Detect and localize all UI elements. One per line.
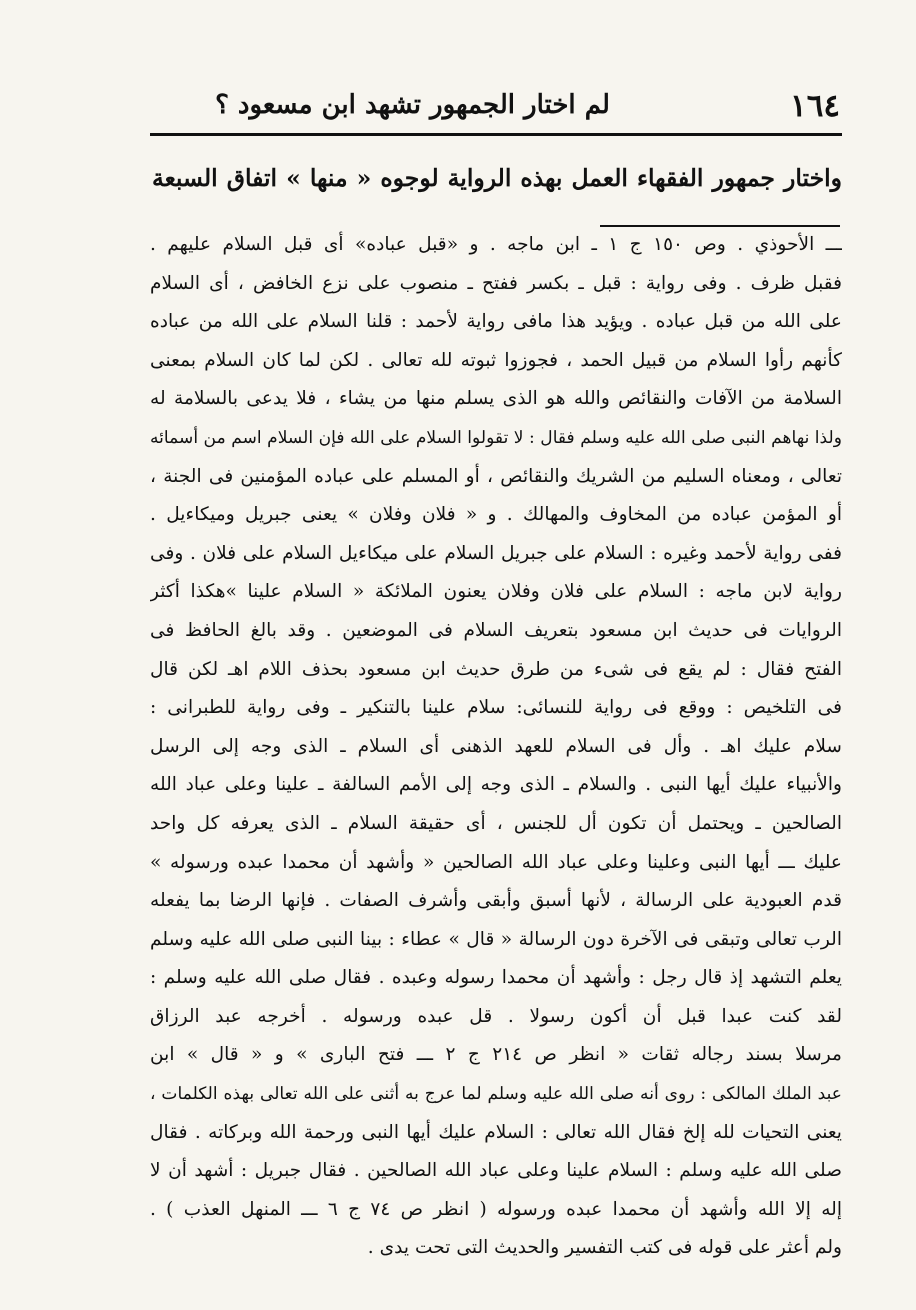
header-rule — [150, 133, 842, 136]
footnote-line: فى التلخيص : ووقع فى رواية للنسائى: سلام علينا بالتنكير ـ وفى رواية للطبرانى : — [150, 697, 842, 719]
footnote-line: يعنى التحيات لله إلخ فقال الله تعالى : السلام عليك أيها النبى ورحمة الله وبركاته . فقال — [150, 1121, 842, 1143]
footnote-line: لقد كنت عبدا قبل أن أكون رسولا . قل عبده ورسوله . أخرجه عبد الرزاق — [150, 1005, 842, 1027]
footnote-line: ولذا نهاهم النبى صلى الله عليه وسلم فقال : لا تقولوا السلام على الله فإن السلام اسم من أسمائه — [150, 427, 842, 448]
footnote-line: ـــ الأحوذي . وص ١٥٠ ج ١ ـ ابن ماجه . و «قبل عباده» أى قبل السلام عليهم . — [150, 234, 842, 255]
footnote-line: تعالى ، ومعناه السليم من الشريك والنقائص ، أو المسلم على عباده المؤمنين فى الجنة ، — [150, 465, 842, 487]
footnote-line: مرسلا بسند رجاله ثقات « انظر ص ٢١٤ ج ٢ ـــ فتح البارى » و « قال » ابن — [150, 1044, 842, 1066]
footnote-line: قدم العبودية على الرسالة ، لأنها أسبق وأبقى وأشرف الصفات . فإنها الرضا بما يفعله — [150, 890, 842, 912]
footnotes — [150, 226, 842, 1268]
footnote-line: سلام عليك اهـ . وأل فى السلام للعهد الذهنى أى السلام ـ الذى وجه إلى الرسل — [150, 735, 842, 757]
footnote-line: الروايات فى حديث ابن مسعود بتعريف السلام فى الموضعين . وقد بالغ الحافظ فى — [150, 619, 842, 641]
footnote-line: الصالحين ـ ويحتمل أن تكون أل للجنس ، أى حقيقة السلام ـ الذى يعرفه كل واحد — [150, 812, 842, 834]
footnote-line: عبد الملك المالكى : روى أنه صلى الله عليه وسلم لما عرج به أثنى على الله تعالى بهذه الكلمات ، — [150, 1084, 842, 1105]
footnote-line: والأنبياء عليك أيها النبى . والسلام ـ الذى وجه إلى الأمم السالفة ـ علينا وعلى عباد الله — [150, 774, 842, 796]
footnote-line: يعلم التشهد إذ قال رجل : وأشهد أن محمدا رسوله وعبده . فقال صلى الله عليه وسلم : — [150, 967, 842, 989]
footnote-line: إله إلا الله وأشهد أن محمدا عبده ورسوله ( انظر ص ٧٤ ج ٦ ـــ المنهل العذب ) . — [150, 1198, 842, 1220]
footnote-line: كأنهم رأوا السلام من قبيل الحمد ، فجوزوا ثبوته لله تعالى . لكن لما كان السلام بمعنى — [150, 349, 842, 371]
footnote-line: فقبل ظرف . وفى رواية : قبل ـ بكسر ففتح ـ منصوب على نزع الخافض ، أى السلام — [150, 272, 842, 294]
footnote-line: عليك ـــ أيها النبى وعلينا وعلى عباد الله الصالحين « وأشهد أن محمدا عبده ورسوله » — [150, 851, 842, 873]
footnote-line: أو المؤمن عباده من المخاوف والمهالك . و « فلان وفلان » يعنى جبريل وميكاءيل . — [150, 504, 842, 526]
footnote-line: صلى الله عليه وسلم : السلام علينا وعلى عباد الله الصالحين . فقال جبريل : أشهد أن لا — [150, 1160, 842, 1182]
page-header — [140, 86, 840, 134]
footnote-line: على الله من قبل عباده . ويؤيد هذا مافى رواية لأحمد : قلنا السلام على الله من عباده — [150, 311, 842, 333]
page-number: ١٦٤ — [790, 88, 840, 124]
footnote-line: الرب تعالى وتبقى فى الآخرة دون الرسالة « قال » عطاء : بينا النبى صلى الله عليه وسلم — [150, 928, 842, 950]
running-title: لم اختار الجمهور تشهد ابن مسعود ؟ — [215, 90, 610, 120]
main-text-line: واختار جمهور الفقهاء العمل بهذه الرواية لوجوه « منها » اتفاق السبعة — [152, 164, 842, 192]
footnote-line: السلامة من الآفات والنقائص والله هو الذى يسلم منها من يشاء ، فلا يدعى بالسلامة له — [150, 388, 842, 410]
footnote-line: ففى رواية لأحمد وغيره : السلام على جبريل السلام على ميكاءيل السلام على فلان . وفى — [150, 542, 842, 564]
footnote-line: الفتح فقال : لم يقع فى شىء من طرق حديث ابن مسعود بحذف اللام اهـ لكن قال — [150, 658, 842, 680]
footnote-line: رواية لابن ماجه : السلام على فلان وفلان يعنون الملائكة « السلام علينا »هكذا أكثر — [150, 581, 842, 603]
footnote-line: ولم أعثر على قوله فى كتب التفسير والحديث التى تحت يدى . — [367, 1237, 842, 1259]
